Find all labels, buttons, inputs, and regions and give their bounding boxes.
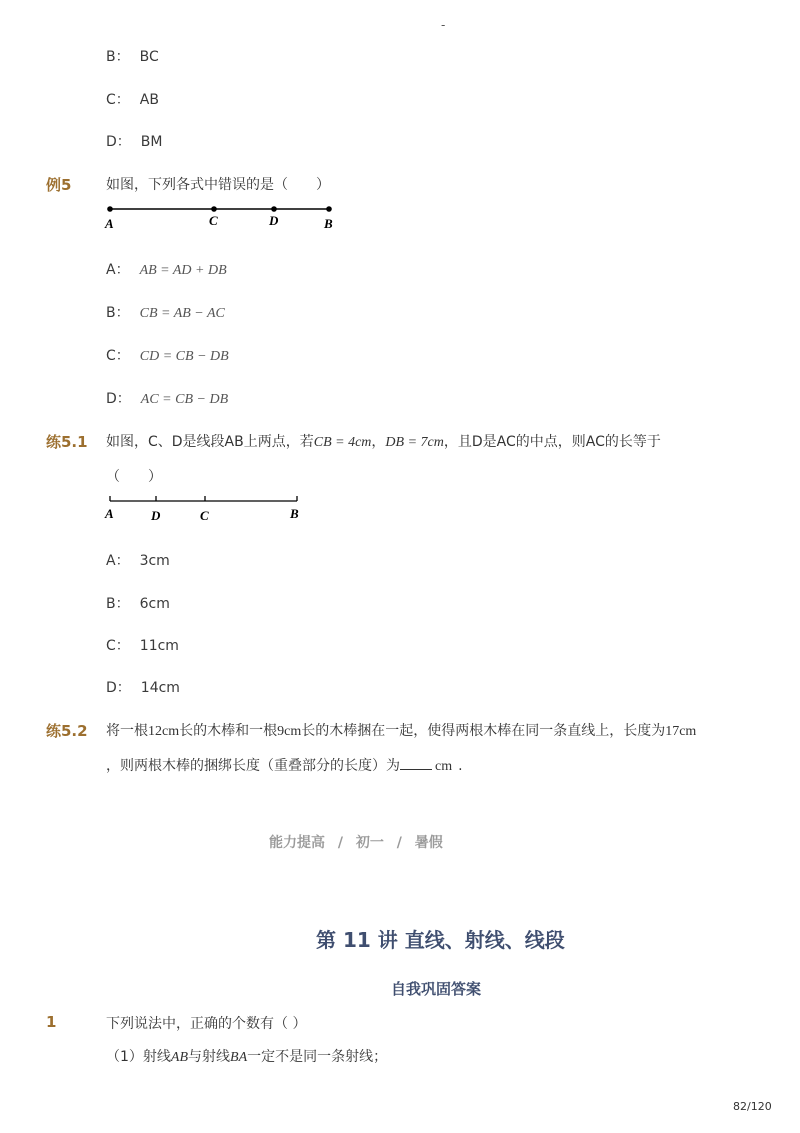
option-value: BM bbox=[140, 134, 163, 150]
math-ab: AB bbox=[170, 1050, 189, 1065]
point-a bbox=[107, 206, 113, 212]
question-text: ，且D是AC的中点，则AC的长等于 bbox=[443, 434, 661, 450]
practice-5-2-tag: 练5.2 bbox=[46, 722, 88, 740]
math-db: DB = 7cm bbox=[385, 435, 444, 450]
option-label: D： bbox=[106, 680, 131, 696]
math-12cm: 12cm bbox=[148, 724, 180, 739]
practice-5-1-question bbox=[106, 431, 661, 451]
question-1-number: 1 bbox=[46, 1013, 57, 1031]
question-1-sub1 bbox=[106, 1046, 387, 1066]
practice-5-1-answer-paren: （ ） bbox=[106, 469, 162, 485]
unit-cm: cm bbox=[435, 759, 453, 774]
math-cb: CB = 4cm bbox=[313, 435, 372, 450]
p51-option-a[interactable] bbox=[106, 550, 170, 570]
label-a: A bbox=[105, 506, 114, 521]
option-value: 3cm bbox=[139, 553, 170, 569]
label-c: C bbox=[209, 213, 218, 228]
point-b bbox=[326, 206, 332, 212]
practice-5-2-question bbox=[106, 720, 696, 740]
option-label: D： bbox=[106, 134, 131, 150]
question-text: 长的木棒捆在一起，使得两根木棒在同一条直线上，长度为 bbox=[301, 723, 666, 739]
prev-option-b[interactable] bbox=[106, 46, 159, 66]
period: . bbox=[458, 758, 463, 774]
example-5-tag: 例5 bbox=[46, 176, 72, 194]
option-label: C： bbox=[106, 92, 130, 108]
question-text: ，则两根木棒的捆绑长度（重叠部分的长度）为 bbox=[106, 758, 400, 774]
option-value: AB bbox=[139, 92, 159, 108]
question-text: 一定不是同一条射线； bbox=[247, 1049, 388, 1065]
math-9cm: 9cm bbox=[277, 724, 302, 739]
option-formula: AC = CB − DB bbox=[140, 392, 229, 407]
option-formula: CD = CB − DB bbox=[139, 349, 229, 364]
breadcrumb-item[interactable]: 初一 bbox=[355, 835, 384, 851]
option-label: D： bbox=[106, 391, 131, 407]
ex5-option-a[interactable] bbox=[106, 259, 227, 279]
question-text: 如图，C、D是线段AB上两点，若 bbox=[106, 434, 314, 450]
example-5-figure bbox=[100, 200, 340, 232]
lecture-title: 第 11 讲 直线、射线、线段 bbox=[316, 928, 565, 952]
breadcrumb-item[interactable]: 能力提高 bbox=[269, 835, 325, 851]
math-ba: BA bbox=[230, 1050, 248, 1065]
page-number: 82/120 bbox=[733, 1100, 772, 1113]
question-text: （1）射线 bbox=[106, 1049, 171, 1065]
option-formula: AB = AD + DB bbox=[139, 263, 227, 278]
prev-option-c[interactable] bbox=[106, 89, 159, 109]
p51-option-c[interactable] bbox=[106, 635, 179, 655]
p51-option-d[interactable] bbox=[106, 677, 180, 697]
p51-option-b[interactable] bbox=[106, 593, 170, 613]
label-d: D bbox=[269, 213, 279, 228]
option-value: 14cm bbox=[140, 680, 180, 696]
ex5-option-d[interactable] bbox=[106, 388, 228, 408]
option-label: B： bbox=[106, 596, 130, 612]
example-5-question: 如图，下列各式中错误的是（ ） bbox=[106, 177, 330, 193]
breadcrumb-separator: / bbox=[396, 835, 402, 851]
question-text: 与射线 bbox=[188, 1049, 231, 1065]
option-label: C： bbox=[106, 638, 130, 654]
practice-5-2-line2 bbox=[106, 755, 463, 775]
option-formula: CB = AB − AC bbox=[139, 306, 225, 321]
question-text: 将一根 bbox=[106, 723, 148, 739]
label-c: C bbox=[200, 508, 209, 523]
question-text: 长的木棒和一根 bbox=[179, 723, 278, 739]
option-value: 6cm bbox=[139, 596, 170, 612]
breadcrumb-separator: / bbox=[337, 835, 343, 851]
question-text: ， bbox=[371, 434, 386, 450]
breadcrumb-item[interactable]: 暑假 bbox=[414, 835, 443, 851]
label-b: B bbox=[324, 216, 333, 231]
label-d: D bbox=[151, 508, 161, 523]
question-1-text: 下列说法中，正确的个数有（ ） bbox=[106, 1016, 307, 1032]
ex5-option-c[interactable] bbox=[106, 345, 229, 365]
option-label: A： bbox=[106, 262, 130, 278]
option-label: B： bbox=[106, 305, 130, 321]
practice-5-1-figure bbox=[100, 494, 310, 524]
label-a: A bbox=[105, 216, 114, 231]
breadcrumb bbox=[269, 832, 443, 852]
point-c bbox=[211, 206, 217, 212]
answer-blank[interactable] bbox=[400, 757, 432, 770]
option-label: C： bbox=[106, 348, 130, 364]
top-mark: - bbox=[441, 18, 446, 32]
option-label: B： bbox=[106, 49, 130, 65]
option-value: 11cm bbox=[139, 638, 179, 654]
point-d bbox=[271, 206, 277, 212]
practice-5-1-tag: 练5.1 bbox=[46, 433, 88, 451]
label-b: B bbox=[290, 506, 299, 521]
option-value: BC bbox=[139, 49, 159, 65]
prev-option-d[interactable] bbox=[106, 131, 162, 151]
ex5-option-b[interactable] bbox=[106, 302, 225, 322]
section-title: 自我巩固答案 bbox=[391, 980, 482, 998]
option-label: A： bbox=[106, 553, 130, 569]
math-17cm: 17cm bbox=[665, 724, 697, 739]
